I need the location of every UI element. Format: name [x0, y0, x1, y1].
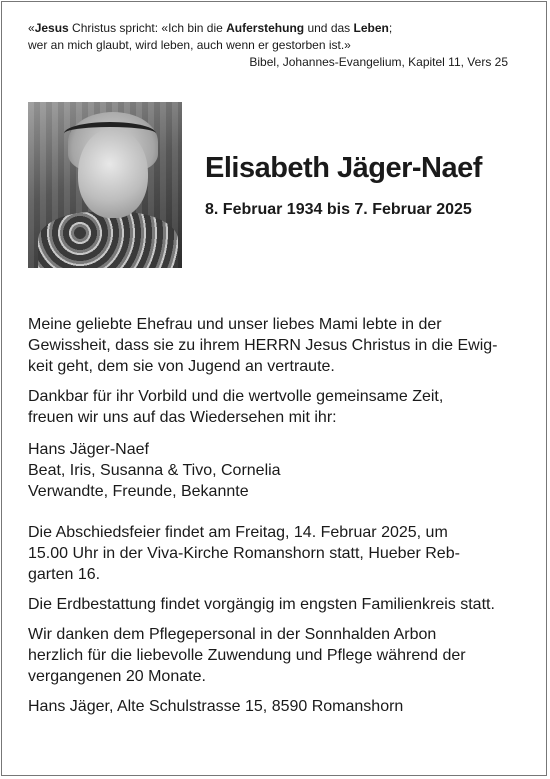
verse-word-leben: Leben: [353, 21, 389, 35]
paragraph-line: 15.00 Uhr in der Viva-Kirche Romanshorn statt, Hueber Reb-: [28, 545, 460, 562]
paragraph-line: herzlich für die liebevolle Zuwendung und Pflege während der: [28, 647, 466, 664]
paragraph-line: Meine geliebte Ehefrau und unser liebes Mami lebte in der: [28, 316, 442, 333]
deceased-name: Elisabeth Jäger-Naef: [205, 152, 482, 184]
verse-text-3: ;: [388, 21, 393, 35]
paragraph-line: freuen wir uns auf das Wiedersehen mit ihr:: [28, 409, 337, 426]
paragraph-line: Dankbar für ihr Vorbild und die wertvolle gemeinsame Zeit,: [28, 388, 444, 405]
verse-text-2: und das: [304, 21, 354, 35]
paragraph-line: keit geht, dem sie von Jugend an vertraute.: [28, 358, 335, 375]
paragraph-line: Die Abschiedsfeier findet am Freitag, 14. Februar 2025, um: [28, 524, 448, 541]
paragraph-line: garten 16.: [28, 566, 101, 583]
verse-text-1: Christus spricht: «Ich bin die: [68, 21, 227, 35]
mourner-line: Verwandte, Freunde, Bekannte: [28, 483, 249, 500]
verse-line-1: [28, 20, 508, 37]
mourner-line: Beat, Iris, Susanna & Tivo, Cornelia: [28, 462, 281, 479]
paragraph-line: Wir danken dem Pflegepersonal in der Sonnhalden Arbon: [28, 626, 437, 643]
verse-source: Bibel, Johannes-Evangelium, Kapitel 11, Vers 25: [249, 55, 508, 69]
verse-quote-mark: «: [28, 21, 35, 35]
verse-word-auferstehung: Auferstehung: [226, 21, 305, 35]
paragraph-line: Die Erdbestattung findet vorgängig im engsten Familienkreis statt.: [28, 596, 495, 613]
paragraph-line: vergangenen 20 Monate.: [28, 668, 206, 685]
life-dates: 8. Februar 1934 bis 7. Februar 2025: [205, 201, 472, 218]
portrait-photo: [28, 102, 182, 268]
paragraph-line: Gewissheit, dass sie zu ihrem HERRN Jesus Christus in die Ewig-: [28, 337, 498, 354]
bible-verse: [28, 20, 508, 71]
verse-word-jesus: Jesus: [34, 21, 69, 35]
verse-line-2: wer an mich glaubt, wird leben, auch wenn er gestorben ist.»: [28, 38, 351, 52]
notice-body: [28, 314, 518, 717]
mourner-line: Hans Jäger-Naef: [28, 441, 149, 458]
address-line: Hans Jäger, Alte Schulstrasse 15, 8590 Romanshorn: [28, 698, 404, 715]
